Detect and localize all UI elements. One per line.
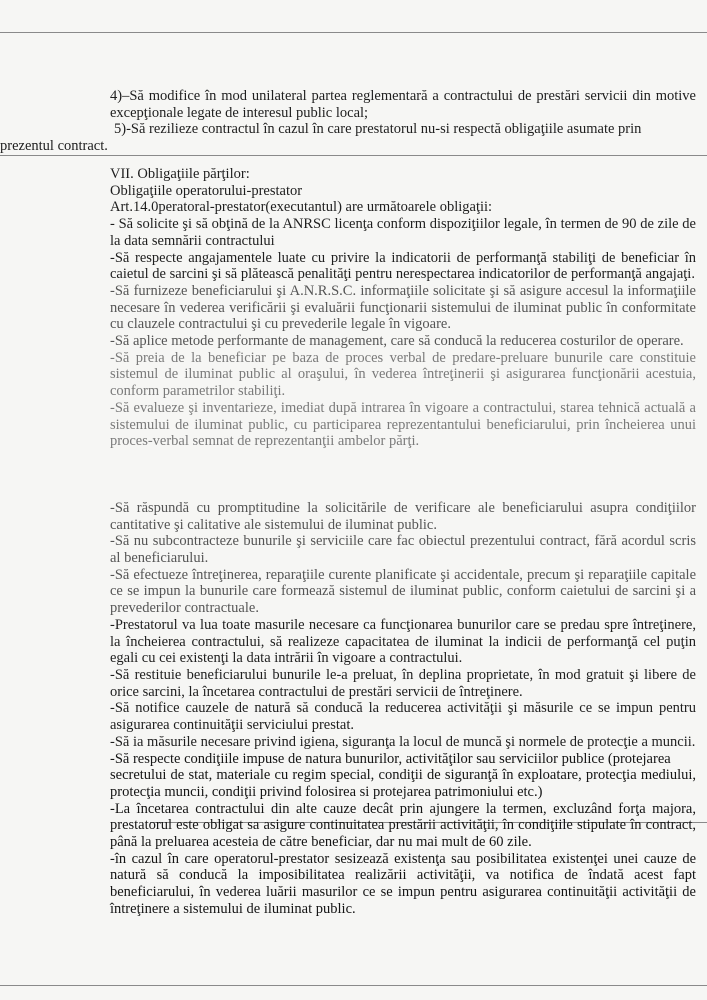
item-4: 4)–Să modifice în mod unilateral partea reglementară a contractului de prestări servicii din motive excepţionale legate de interesul public local; [110,88,696,121]
obligation-item: -Să efectueze întreţinerea, reparaţiile curente planificate şi accidentale, precum şi reparaţiile capitale ce se impun la bunurile care formează sistemul de iluminat public, conform caietului de sarcini şi a prevederilor contractuale. [110,566,696,617]
obligation-underlined: -Să respecte condiţiile impuse de natura bunurilor, activităţilor sau serviciilor publice (protejarea [110,750,671,767]
obligation-item: -Prestatorul va lua toate masurile necesare ca funcţionarea bunurilor care se predau spre întreţinere, la încheierea contractului, să realizeze capacitatea de iluminat la indicii de performanţă cel puţin egali cu cei existenţi la data intrării în vigoare a contractului. [110,616,696,667]
obligation-item: -Să ia măsurile necesare privind igiena, siguranţa la locul de muncă şi normele de protecţie a muncii. [110,733,696,750]
obligation-underlined-rest: secretului de stat, materiale cu regim special, condiţii de siguranţă în exploatare, protecţia mediului, protecţia muncii, condiţii privind folosirea si protejarea patrimoniului etc.) [110,767,696,800]
faded-illegible-block [110,450,696,500]
item-5: 5)-Să rezilieze contractul în cazul în care prestatorul nu-si respectă obligaţiile asumate prin [114,121,642,138]
obligation-item: -Să aplice metode performante de management, care să conducă la reducerea costurilor de operare. [110,333,684,350]
section-rule [0,155,707,156]
section-heading: VII. Obligaţiile părţilor: [110,166,250,182]
obligation-item: -Să furnizeze beneficiarului şi A.N.R.S.C. informaţiile solicitate şi să asigure accesul la informaţiile necesare în vederea verificării şi evaluării funcţionarii sistemului de iluminat public în conformitate cu clauzele contractului şi cu prevederile legale în vigoare. [110,282,696,333]
obligation-item: -Să restituie beneficiarului bunurile le-a preluat, în deplina proprietate, în mod gratuit şi libere de orice sarcini, la încetarea contractului de prestări servicii de întreţinere. [110,666,696,700]
article-intro: Art.14.0peratoral-prestator(executantul) are următoarele obligaţii: [110,199,493,216]
obligation-item: - Să solicite şi să obţină de la ANRSC licenţa conform dispoziţiilor legale, în termen de 90 de zile de la data semnării contractului [110,216,696,249]
obligation-item: -Să răspundă cu promptitudine la solicitările de verificare ale beneficiarului asupra condiţiilor cantitative şi calitative ale sistemului de iluminat public. [110,499,696,533]
obligation-item: -Să respecte angajamentele luate cu privire la indicatorii de performanţă stabiliţi de beneficiar în caietul de sarcini şi să plătească penalităţi pentru nerespectarea indicatorilor de performanţă angajaţi. [110,249,696,283]
obligation-item: -Să preia de la beneficiar pe baza de proces verbal de predare-preluare bunurile care constituie sistemul de iluminat public al oraşului, în vederea întreţinerii şi asigurarea funcţionării acestuia, conform parametrilor stabiliţi. [110,349,696,400]
obligation-item: -Să evalueze şi inventarieze, imediat după intrarea în vigoare a contractului, starea tehnică actuală a sistemului de iluminat public, cu participarea reprezentantului beneficiarului, prin încheierea unui proces-verbal semnat de reprezentanţii ambelor părţi. [110,399,696,450]
obligation-item: -Să nu subcontracteze bunurile şi serviciile care fac obiectul prezentului contract, fără acordul scris al beneficiarului. [110,533,696,567]
subheading: Obligaţiile operatorului-prestator [110,182,303,199]
top-rule [0,32,707,33]
item-5-continued: prezentul contract. [0,138,108,155]
top-items [0,88,696,155]
section-body [110,166,696,918]
bottom-rule [0,985,707,986]
obligation-item: -Să notifice cauzele de natură să conducă la reducerea activităţii şi măsurile ce se impun pentru asigurarea continuităţii serviciului prestat. [110,700,696,734]
obligation-final: -în cazul în care operatorul-prestator sesizează existenţa sau posibilitatea existenţei unei cauze de natură să conducă la imposibilitatea realizării activităţii, va notifica de îndată acest fapt beneficiarului, în vederea luării masurilor ce se impun pentru asigurarea continuităţii activităţii de întreţinere a sistemului de iluminat public. [110,850,696,917]
obligation-termination: -La încetarea contractului din alte cauze decât prin ajungere la termen, excluzând forţa majora, prestatorul este obligat sa asigure continuitatea prestării activităţii, în condiţiile stipulate în contract, până la preluarea acesteia de către beneficiar, dar nu mai mult de 60 zile. [110,800,696,851]
